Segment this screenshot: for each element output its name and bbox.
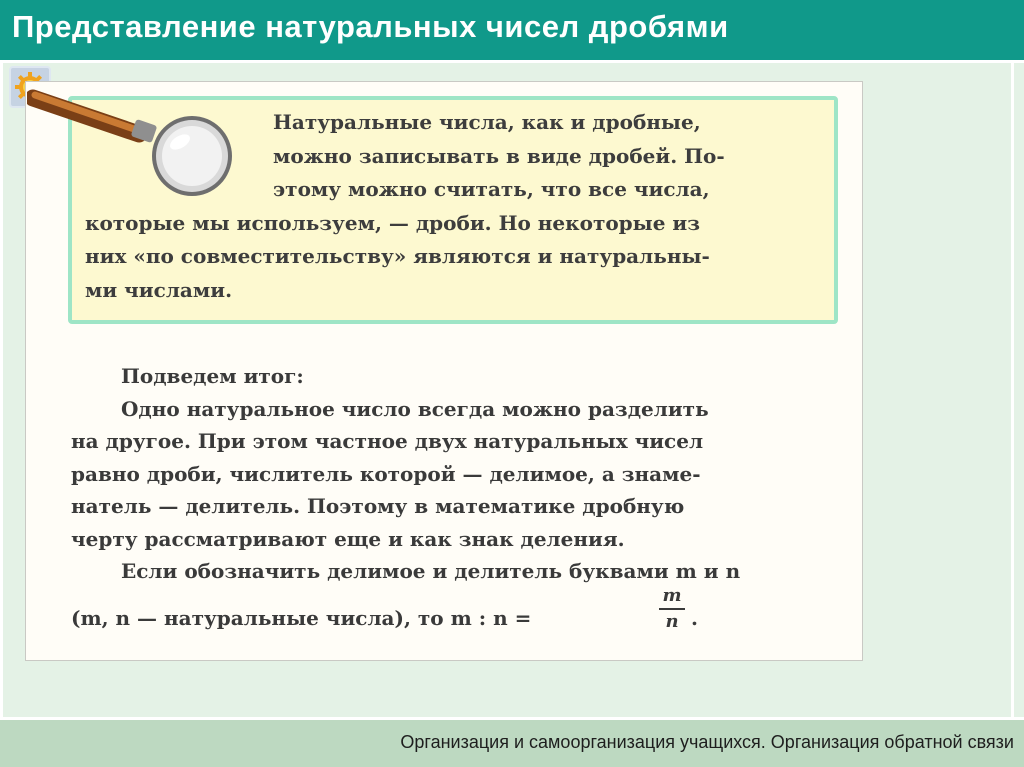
callout-line: можно записывать в виде дробей. По-	[273, 143, 725, 168]
summary-section	[71, 360, 837, 588]
summary-heading: Подведем итог:	[121, 364, 304, 388]
callout-text	[85, 106, 835, 307]
summary-line: Одно натуральное число всегда можно разделить	[121, 396, 709, 421]
fraction-bar	[659, 608, 685, 610]
footer-caption: Организация и самоорганизация учащихся. Организация обратной связи	[400, 732, 1014, 752]
summary-line: Если обозначить делимое и делитель буквами m и n	[121, 559, 741, 583]
summary-line: на другое. При этом частное двух натуральных чисел	[71, 429, 704, 453]
formula-text: (m, n — натуральные числа), то m : n =	[71, 606, 532, 630]
fraction	[659, 586, 685, 632]
summary-line: черту рассматривают еще и как знак деления.	[71, 526, 625, 551]
callout-line: которые мы используем, — дроби. Но некоторые из	[85, 210, 700, 235]
summary-line: натель — делитель. Поэтому в математике дробную	[71, 494, 685, 518]
summary-line: равно дроби, числитель которой — делимое, а знаме-	[71, 461, 701, 486]
fraction-numerator: m	[662, 585, 682, 606]
formula-end: .	[691, 606, 698, 630]
footer-bar	[0, 717, 1024, 767]
callout-line: ми числами.	[85, 277, 233, 302]
callout-line: них «по совместительству» являются и натуральны-	[85, 244, 710, 268]
callout-line: Натуральные числа, как и дробные,	[273, 110, 701, 134]
title-bar	[0, 0, 1024, 60]
fraction-denominator: n	[665, 611, 679, 632]
callout-line: этому можно считать, что все числа,	[273, 177, 710, 201]
slide-title: Представление натуральных чисел дробями	[12, 9, 729, 44]
